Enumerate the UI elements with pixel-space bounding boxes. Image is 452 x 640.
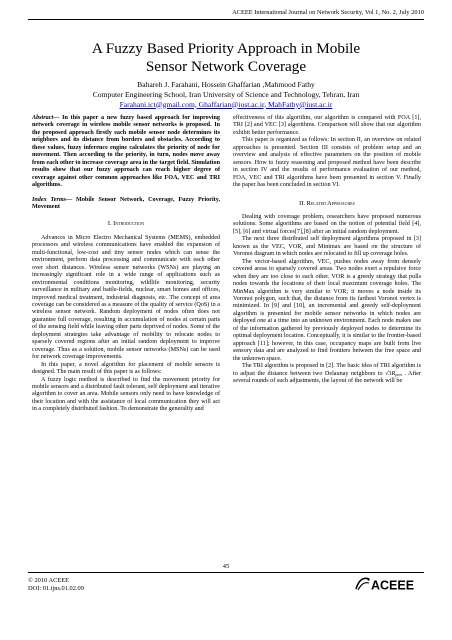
section-numeral: I.: [107, 220, 114, 228]
aceee-logo: [354, 576, 426, 592]
index-terms-label: Index Terms: [32, 196, 67, 203]
logo-text: ACEEE: [371, 578, 415, 592]
footer-rule: [28, 572, 424, 573]
sqrt3-rpen-formula: [385, 371, 402, 377]
index-terms-text: — Mobile Sensor Network, Coverage, Fuzzy Priority, Movement: [32, 196, 220, 210]
aceee-logo-graphic: [354, 576, 426, 592]
title-line-1: A Fuzzy Based Priority Approach in Mobile: [91, 40, 361, 57]
abstract-label: Abstract: [32, 115, 54, 121]
intro-paragraph-2: In this paper, a novel algorithm for placement of mobile sensors is designed. The main result of this paper is as follows:: [32, 361, 220, 376]
right-column: [233, 115, 421, 385]
intro-paragraph-1: Advances in Micro Electro Mechanical Systems (MEMS), embedded processors and wireless communications have enabled the expansion of multi-functional, low-cost and tiny sensor nodes which can sense the environment, perform data processing and communicate with each other over short distances. Wireless sensor networks (WSNs) are playing an increasingly significant role in a wide range of applications such as environmental conditions monitoring, wildlife monitoring, security surveillance in military and battle-fields, nuclear, smart homes and offices, improved medical treatment, industrial diagnosis, etc. The concept of area coverage can be considered as a measure of the quality of service (QoS) in a wireless sensor network. Random deployment of nodes often does not guarantee full coverage, resulting in accumulation of nodes at certain parts of the sensing field while leaving other parts deprived of nodes. Some of the deployment strategies take advantage of mobility to relocate nodes to sparsely covered regions after an initial random deployment to improve coverage. Thus as a solution, mobile sensor networks (MSNs) can be used for network coverage improvements.: [32, 234, 220, 361]
affiliation: Computer Engineering School, Iran University of Science and Technology, Tehran, Iran: [92, 90, 360, 99]
section-heading-related-approaches: [233, 200, 421, 207]
journal-header: ACEEE International Journal on Network Security, Vol 1, No. 2, July 2010: [232, 9, 424, 16]
authors: Bahareh J. Farahani, Hossein Ghaffarian ,Mahmood Fathy: [137, 80, 315, 89]
related-paragraph-4: [233, 363, 421, 385]
right-paragraph-1: effectiveness of this algorithm, our algorithm is compared with FOA [1], TRI [2] and VEC [3] algorithms. Comparison will show that our algorithm exhibit better performance.: [233, 115, 421, 136]
math-subscript: pen: [395, 371, 402, 377]
section-heading-introduction: [32, 220, 220, 227]
intro-paragraph-3: A fuzzy logic method is described to find the movement priority for mobile sensors and a distributed fault tolerant, self deployment and iterative algorithm to cover an area. Mobile sensors only need to have knowledge of their location and with the assistance of local communication they will act in a completely distributed fashion. To demonstrate the generality and: [32, 376, 220, 413]
sqrt-three: √3: [385, 370, 392, 377]
author-emails[interactable]: [20, 100, 432, 110]
abstract: [32, 115, 220, 190]
header-rule: [28, 19, 424, 20]
math-r: R: [391, 370, 396, 377]
copyright-line: © 2010 ACEEE: [28, 577, 70, 584]
abstract-text: — In this paper a new fuzzy based approach for improving network coverage in wireless mobile sensor networks is proposed. In the proposed approach firstly each mobile sensor node determines its neighbors and its distance from borders and obstacles. According to these values, fuzzy inference engine calculates the priority of node for movement. Then according to the priority, in turn, nodes move away from each other to increase coverage area in the target field. Simulation results show that our fuzzy approach can reach higher degree of coverage against other common approaches like FOA, VEC and TRI algorithms.: [32, 115, 220, 189]
index-terms: [32, 197, 220, 212]
paper-title: [20, 40, 432, 75]
related-paragraph-1: Dealing with coverage problem, researchers have proposed numerous solutions. Some algorithms are based on the notion of potential field [4], [5], [6] and virtual forces[7],[8] after an initial random deployment.: [233, 213, 421, 235]
title-line-2: Sensor Network Coverage: [145, 57, 307, 75]
related-p4-text-before: The TRI algorithm is proposed in [2]. The basic idea of TRI algorithm is to adjust the distance between two Delaunay neighbors to: [233, 363, 421, 377]
section-title: Introduction: [113, 220, 145, 228]
email-links[interactable]: Farahani.ict@gmail.com, Ghaffarian@iust.ac.ir, MahFathy@iust.ac.ir: [119, 99, 333, 109]
copyright: [28, 577, 84, 593]
doi-line: DOI: 01.ijns.01.02.09: [28, 585, 84, 592]
section-numeral: II.: [299, 199, 307, 207]
related-paragraph-2: The next three distributed self deployment algorithms proposed in [3] known as the VEC, VOR, and Minimax are based on the structure of Voronoi diagram in which nodes are relocated to fill up coverage holes.: [233, 236, 421, 258]
right-paragraph-2: This paper is organized as follows: In section II, an overview on related approaches is presented. Section III consists of problem setup and an overview and analysis of effective parameters on the position of mobile sensors. How to fuzzy reasoning and proposed method have been describe in section IV and the results of performance evaluation of our method, FOA, VEC and TRI algorithms have been presented in section V. Finally the paper has been concluded in section VI.: [233, 137, 421, 189]
related-p4-text-after: . After several rounds of such adjustments, the layout of the network will be: [233, 370, 421, 384]
page-number: 45: [222, 563, 230, 570]
section-title: Related Approaches: [306, 199, 355, 207]
left-column: [32, 115, 220, 414]
related-paragraph-3: The vector-based algorithm, VEC, pushes nodes away from densely covered areas to sparsely covered areas. Two nodes exert a repulsive force when they are too close to each other. VOR is a greedy strategy that pulls nodes towards the locations of their local maximum coverage holes. The MinMax algorithm is very similar to VOR; it moves a node inside its Voronoi polygon, such that, the distance from its farthest Voronoi vertex is minimized. In [9] and [10], an incremental and greedy self-deployment algorithm is presented for mobile sensor networks in which nodes are deployed one at a time into an unknown environment. Each node makes use of the information gathered by previously deployed nodes to determine its optimal deployment location. Conceptually, it is similar to the frontier-based approach [11]; however, in this case, occupancy maps are built from live sensory data and are analyzed to find frontiers between the free space and the unknown space.: [233, 258, 421, 362]
logo-swoosh-icon: [356, 578, 370, 590]
